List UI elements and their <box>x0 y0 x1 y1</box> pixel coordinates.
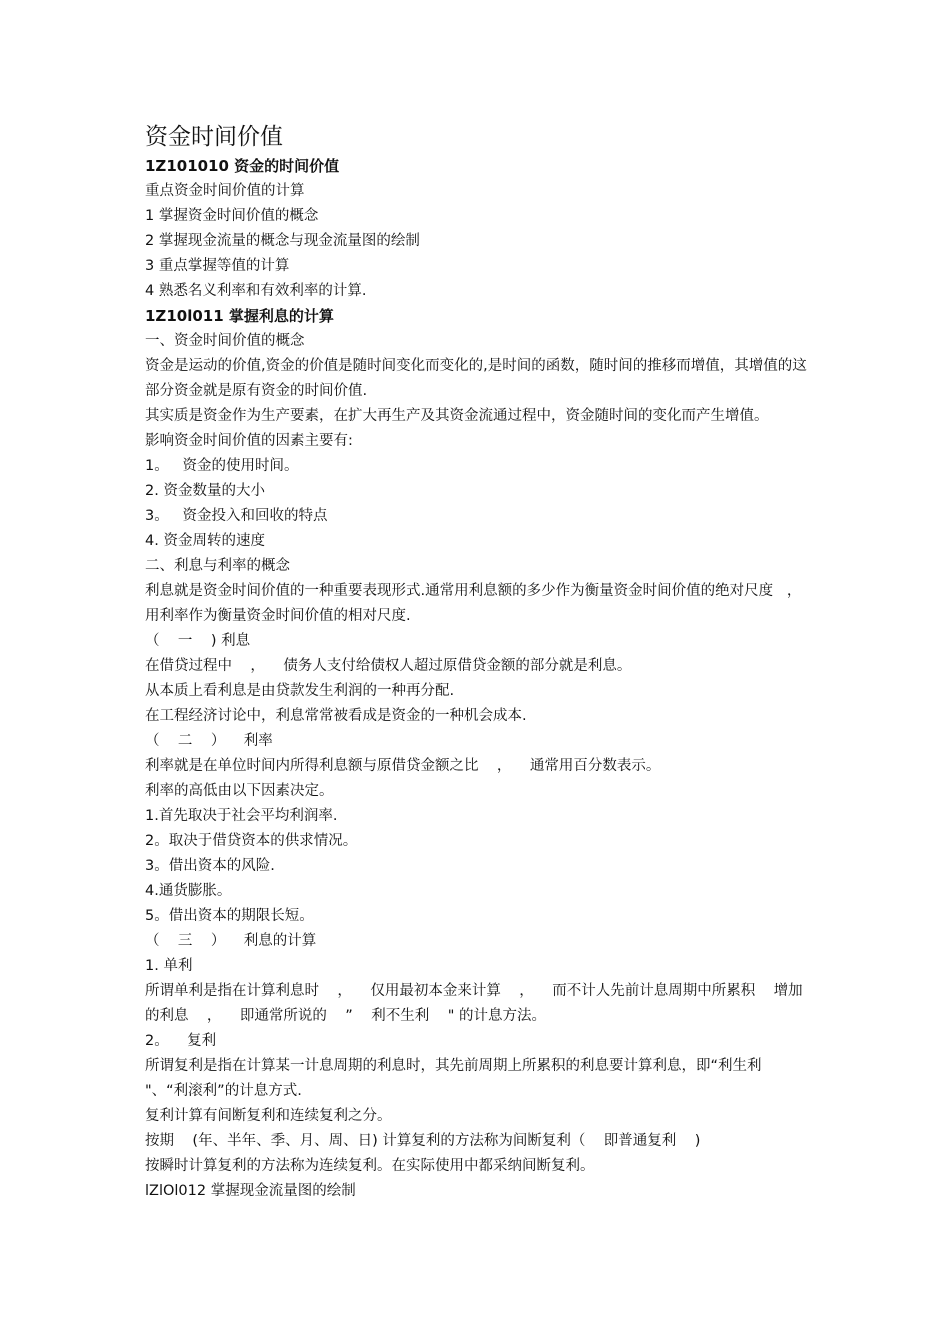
list-item: 1。 资金的使用时间。 <box>145 458 299 474</box>
section-heading: lZlOl012 掌握现金流量图的绘制 <box>145 1183 356 1199</box>
list-item: 3。借出资本的风险. <box>145 858 275 874</box>
paragraph: 所谓复利是指在计算某一计息周期的利息时，其先前周期上所累积的利息要计算利息，即“利生利 "、“利滚利”的计息方式. <box>145 1058 780 1099</box>
list-item: 4.通货膨胀。 <box>145 883 232 899</box>
subsection-title: （ 二 ） 利率 <box>145 733 273 749</box>
list-item: 4. 资金周转的速度 <box>145 533 265 549</box>
paragraph: 资金是运动的价值,资金的价值是随时间变化而变化的,是时间的函数，随时间的推移而增值，其增值的这部分资金就是原有资金的时间价值. <box>145 358 807 399</box>
paragraph: 2 掌握现金流量的概念与现金流量图的绘制 <box>145 233 420 249</box>
subsection-title: 二、利息与利率的概念 <box>145 558 290 574</box>
paragraph: 利率就是在单位时间内所得利息额与原借贷金额之比 ， 通常用百分数表示。 <box>145 758 661 774</box>
paragraph: 其实质是资金作为生产要素，在扩大再生产及其资金流通过程中，资金随时间的变化而产生增值。 <box>145 408 769 424</box>
paragraph: 从本质上看利息是由贷款发生利润的一种再分配. <box>145 683 455 699</box>
paragraph: 3 重点掌握等值的计算 <box>145 258 290 274</box>
paragraph: 1 掌握资金时间价值的概念 <box>145 208 319 224</box>
paragraph: 在工程经济讨论中，利息常常被看成是资金的一种机会成本. <box>145 708 527 724</box>
paragraph: 重点资金时间价值的计算 <box>145 183 305 199</box>
paragraph: 4 熟悉名义利率和有效利率的计算. <box>145 283 367 299</box>
subsection-title: 1. 单利 <box>145 958 193 974</box>
paragraph: 利率的高低由以下因素决定。 <box>145 783 334 799</box>
list-item: 2. 资金数量的大小 <box>145 483 265 499</box>
list-item: 2。取决于借贷资本的供求情况。 <box>145 833 358 849</box>
section-heading: 1Z101010 资金的时间价值 <box>145 157 340 175</box>
subsection-title: 一、资金时间价值的概念 <box>145 333 305 349</box>
subsection-title: （ 三 ） 利息的计算 <box>145 933 317 949</box>
document-body <box>145 120 810 1204</box>
paragraph: 按期 (年、半年、季、月、周、日) 计算复利的方法称为间断复利（ 即普通复利 ) <box>145 1133 701 1149</box>
subsection-title: 2。 复利 <box>145 1033 217 1049</box>
paragraph: 在借贷过程中 ， 债务人支付给债权人超过原借贷金额的部分就是利息。 <box>145 658 632 674</box>
document-title: 资金时间价值 <box>145 124 283 150</box>
list-item: 3。 资金投入和回收的特点 <box>145 508 328 524</box>
paragraph: 利息就是资金时间价值的一种重要表现形式.通常用利息额的多少作为衡量资金时间价值的绝对尺度 ，用利率作为衡量资金时间价值的相对尺度. <box>145 583 802 624</box>
subsection-title: （ 一 ) 利息 <box>145 633 251 649</box>
paragraph: 按瞬时计算复利的方法称为连续复利。在实际使用中都采纳间断复利。 <box>145 1158 595 1174</box>
section-heading: 1Z10l011 掌握利息的计算 <box>145 307 334 325</box>
paragraph: 所谓单利是指在计算利息时 ， 仅用最初本金来计算 ， 而不计人先前计息周期中所累积 增加的利息 ， 即通常所说的 ” 利不生利 " 的计息方法。 <box>145 983 803 1024</box>
list-item: 1.首先取决于社会平均利润率. <box>145 808 338 824</box>
paragraph: 复利计算有间断复利和连续复利之分。 <box>145 1108 392 1124</box>
list-item: 5。借出资本的期限长短。 <box>145 908 314 924</box>
paragraph: 影响资金时间价值的因素主要有: <box>145 433 353 449</box>
